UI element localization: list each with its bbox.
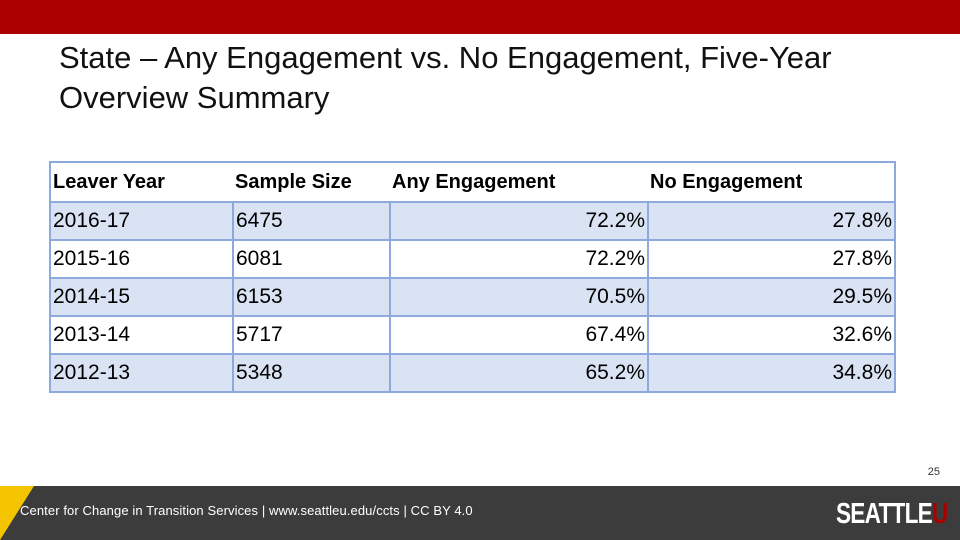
page-number: 25 — [927, 466, 940, 478]
cell-sample-size: 6475 — [233, 202, 390, 240]
logo-accent-letter: U — [931, 498, 948, 530]
cell-sample-size: 6081 — [233, 240, 390, 278]
logo-wordmark: SEATTLE — [836, 498, 932, 530]
cell-leaver-year: 2013-14 — [50, 316, 233, 354]
cell-any-engagement: 65.2% — [390, 354, 648, 392]
cell-any-engagement: 72.2% — [390, 202, 648, 240]
header-leaver-year: Leaver Year — [50, 162, 233, 202]
footer-credit-text: Center for Change in Transition Services | www.seattleu.edu/ccts | CC BY 4.0 — [20, 503, 473, 518]
cell-leaver-year: 2014-15 — [50, 278, 233, 316]
header-sample-size: Sample Size — [233, 162, 390, 202]
engagement-table — [49, 161, 896, 393]
header-any-engagement: Any Engagement — [390, 162, 648, 202]
cell-any-engagement: 70.5% — [390, 278, 648, 316]
cell-no-engagement: 27.8% — [648, 202, 895, 240]
table-row — [50, 278, 895, 316]
cell-leaver-year: 2015-16 — [50, 240, 233, 278]
header-no-engagement: No Engagement — [648, 162, 895, 202]
cell-any-engagement: 67.4% — [390, 316, 648, 354]
cell-leaver-year: 2016-17 — [50, 202, 233, 240]
table-header-row — [50, 162, 895, 202]
cell-sample-size: 5348 — [233, 354, 390, 392]
cell-any-engagement: 72.2% — [390, 240, 648, 278]
table-row — [50, 240, 895, 278]
seattleu-logo — [836, 498, 947, 531]
top-accent-bar — [0, 0, 960, 34]
slide-title: State – Any Engagement vs. No Engagement, Five-Year Overview Summary — [59, 40, 832, 115]
cell-leaver-year: 2012-13 — [50, 354, 233, 392]
cell-no-engagement: 34.8% — [648, 354, 895, 392]
cell-sample-size: 6153 — [233, 278, 390, 316]
table-row — [50, 202, 895, 240]
table-row — [50, 354, 895, 392]
cell-no-engagement: 27.8% — [648, 240, 895, 278]
cell-no-engagement: 32.6% — [648, 316, 895, 354]
cell-no-engagement: 29.5% — [648, 278, 895, 316]
cell-sample-size: 5717 — [233, 316, 390, 354]
footer-bar — [0, 486, 960, 540]
table-row — [50, 316, 895, 354]
